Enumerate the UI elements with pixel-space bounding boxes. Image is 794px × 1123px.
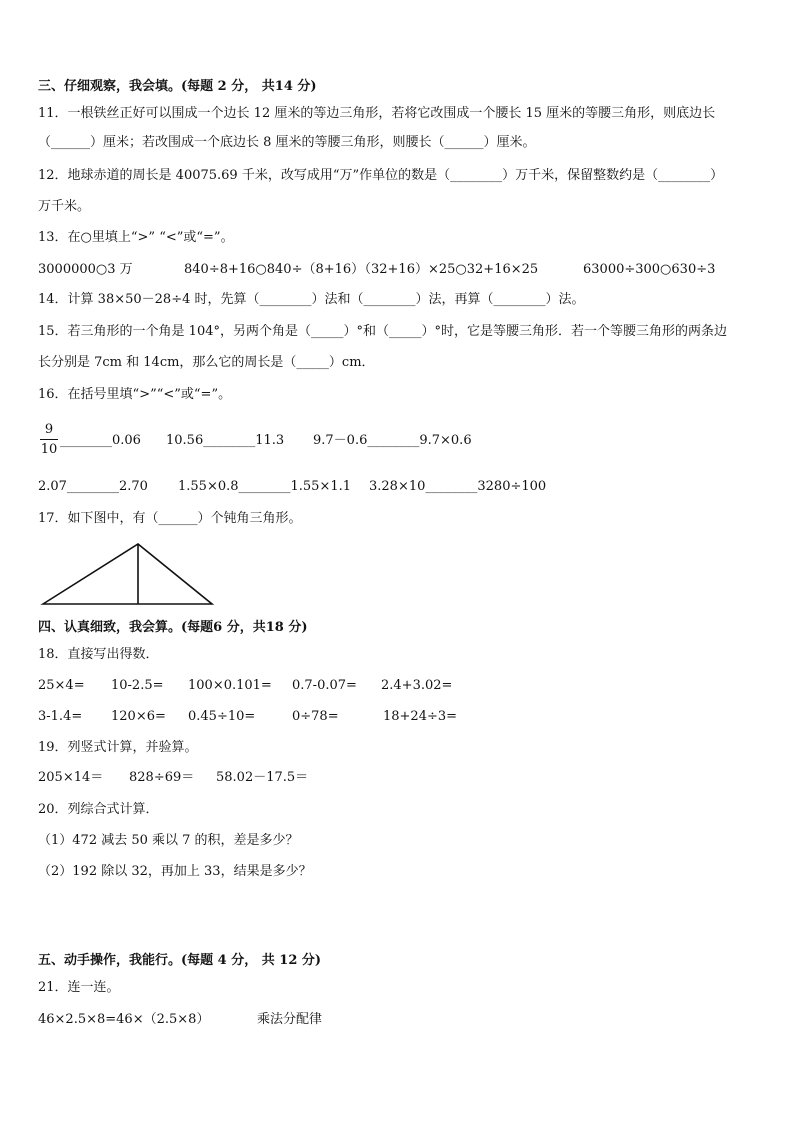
q18-r1-c3: 100×0.101= [188, 678, 272, 693]
fraction-bar [40, 439, 58, 440]
q16-row1-item-1: ________0.06 [60, 433, 141, 448]
q21-stem: 21．连一连。 [38, 980, 120, 995]
q13-item-2: 840÷8+16○840÷（8+16） [184, 262, 365, 277]
q18-r1-c2: 10-2.5= [111, 678, 164, 693]
q18-r1-c4: 0.7-0.07= [292, 678, 357, 693]
q13-stem: 13．在○里填上“>” “<”或“=”。 [38, 230, 234, 245]
q20-item-1: （1）472 减去 50 乘以 7 的积，差是多少？ [38, 833, 299, 848]
outer-triangle [43, 544, 212, 604]
q18-stem: 18．直接写出得数． [38, 647, 159, 662]
q19-item-2: 828÷69＝ [129, 770, 195, 785]
q16-stem: 16．在括号里填“>”“<”或“=”。 [38, 387, 232, 402]
q20-item-2: （2）192 除以 32，再加上 33，结果是多少？ [38, 864, 312, 879]
q18-r2-c2: 120×6= [111, 709, 166, 724]
q16-row2-item-3: 3.28×10________3280÷100 [369, 479, 547, 494]
q18-r2-c4: 0÷78= [292, 709, 339, 724]
q14: 14．计算 38×50－28÷4 时，先算（________）法和（________）法，再算（________）法。 [38, 292, 585, 307]
q20-stem: 20．列综合式计算． [38, 802, 159, 817]
q19-item-3: 58.02－17.5＝ [216, 770, 309, 785]
q16-row2-item-1: 2.07________2.70 [38, 479, 148, 494]
q15-line1: 15．若三角形的一个角是 104°，另两个角是（_____）°和（_____）°时，它是等腰三角形．若一个等腰三角形的两条边 [38, 324, 727, 339]
q11-line2: （______）厘米；若改围成一个底边长 8 厘米的等腰三角形，则腰长（______）厘米。 [38, 135, 536, 150]
section-5-header: 五、动手操作，我能行。(每题 4 分， 共 12 分) [38, 953, 322, 968]
q11-line1: 11．一根铁丝正好可以围成一个边长 12 厘米的等边三角形，若将它改围成一个腰长 15 厘米的等腰三角形，则底边长 [38, 106, 716, 121]
q18-r1-c5: 2.4+3.02= [381, 678, 453, 693]
q21-right-law: 乘法分配律 [257, 1012, 323, 1027]
triangle-figure [40, 540, 220, 608]
q13-item-3: （32+16）×25○32+16×25 [358, 262, 539, 277]
q19-stem: 19．列竖式计算，并验算。 [38, 740, 198, 755]
q18-r2-c5: 18+24÷3= [383, 709, 458, 724]
q13-item-1: 3000000○3 万 [38, 262, 133, 277]
q21-left-expression: 46×2.5×8=46×（2.5×8） [38, 1012, 210, 1027]
q16-fraction-denominator: 10 [40, 442, 58, 457]
section-4-header: 四、认真细致，我会算。(每题6 分，共18 分) [38, 620, 308, 635]
q17: 17．如下图中，有（______）个钝角三角形。 [38, 511, 302, 526]
q15-line2: 长分别是 7cm 和 14cm，那么它的周长是（_____）cm． [38, 355, 375, 370]
q18-r2-c1: 3-1.4= [38, 709, 83, 724]
q18-r2-c3: 0.45÷10= [188, 709, 256, 724]
q16-fraction-numerator: 9 [44, 422, 54, 437]
q16-fraction [40, 422, 58, 457]
q12-line2: 万千米。 [38, 199, 91, 214]
q19-item-1: 205×14＝ [38, 770, 104, 785]
section-3-header: 三、仔细观察，我会填。(每题 2 分， 共14 分) [38, 79, 317, 94]
q16-row1-item-2: 10.56________11.3 [166, 433, 285, 448]
q16-row1-item-3: 9.7－0.6________9.7×0.6 [313, 433, 472, 448]
q18-r1-c1: 25×4= [38, 678, 85, 693]
q13-item-4: 63000÷300○630÷3 [583, 262, 716, 277]
q16-row2-item-2: 1.55×0.8________1.55×1.1 [178, 479, 352, 494]
q12-line1: 12．地球赤道的周长是 40075.69 千米，改写成用“万”作单位的数是（________）万千米，保留整数约是（________） [38, 168, 724, 183]
